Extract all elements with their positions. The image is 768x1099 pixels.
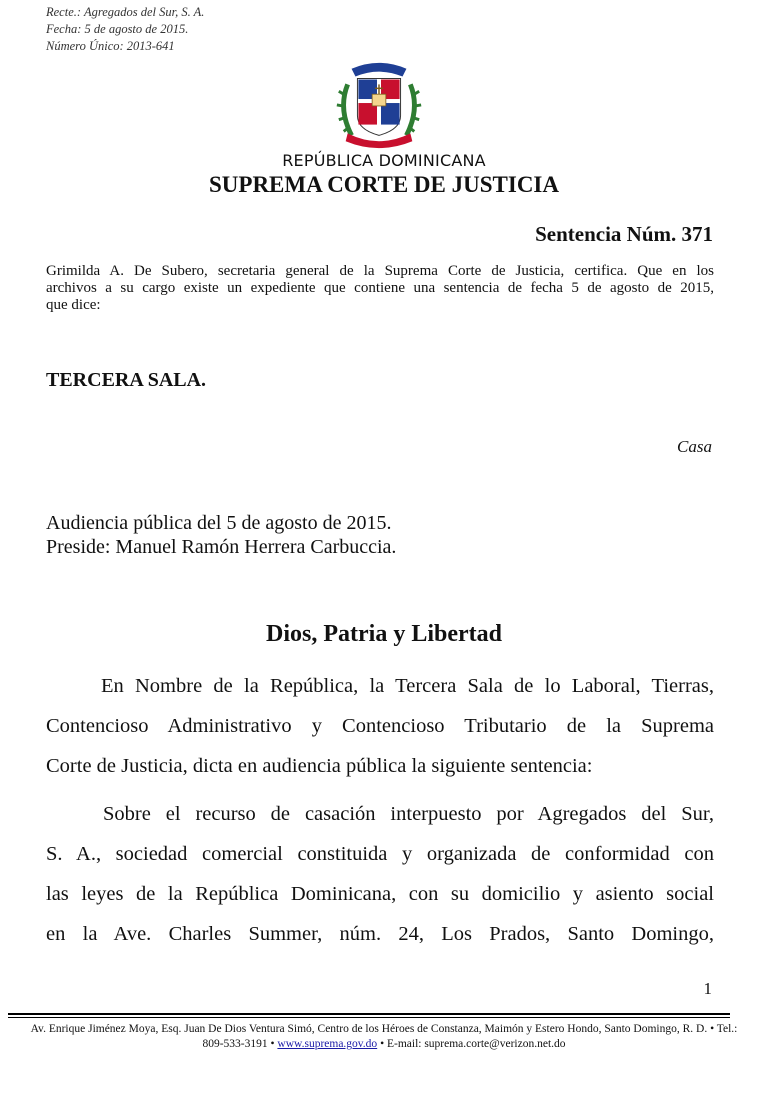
case-metadata [46,4,204,55]
meta-recte: Recte.: Agregados del Sur, S. A. [46,5,205,19]
hearing-date: Audiencia pública del 5 de agosto de 2015. [46,512,392,534]
meta-numero: Número Único: 2013-641 [46,39,175,53]
footer-address: Av. Enrique Jiménez Moya, Esq. Juan De Dios Ventura Simó, Centro de los Héroes de Constanza, Maimón y Estero Hondo, Santo Domingo, R. D. • Tel.: [30,1023,738,1035]
footer [0,1022,768,1052]
paragraph-line: en la Ave. Charles Summer, núm. 24, Los Prados, Santo Domingo, [46,923,714,945]
certification-line: archivos a su cargo existe un expediente que contiene una sentencia de fecha 5 de agosto de 2015, [46,280,714,296]
country-heading: REPÚBLICA DOMINICANA [282,151,486,170]
footer-divider [8,1013,730,1015]
paragraph-line: S. A., sociedad comercial constituida y organizada de conformidad con [46,843,714,865]
ruling-label: Casa [677,437,712,456]
paragraph-line: En Nombre de la República, la Tercera Sala de lo Laboral, Tierras, [101,675,714,697]
footer-contact: 809-533-3191 • www.suprema.gov.do • E-mail: suprema.corte@verizon.net.do [202,1038,566,1050]
meta-fecha: Fecha: 5 de agosto de 2015. [46,22,189,36]
court-heading: SUPREMA CORTE DE JUSTICIA [209,172,559,197]
certification-line: que dice: [46,297,101,313]
hearing-president: Preside: Manuel Ramón Herrera Carbuccia. [46,536,397,558]
page-number: 1 [703,979,712,998]
coat-of-arms-icon [330,55,428,153]
hearing-info [46,511,396,559]
footer-email: E-mail: suprema.corte@verizon.net.do [386,1038,566,1050]
website-link[interactable]: www.suprema.gov.do [277,1038,378,1050]
paragraph-line: Contencioso Administrativo y Contencioso Tributario de la Suprema [46,715,714,737]
paragraph-line: las leyes de la República Dominicana, con su domicilio y asiento social [46,883,714,905]
paragraph-line: Corte de Justicia, dicta en audiencia pública la siguiente sentencia: [46,755,593,777]
certification-paragraph [46,263,714,314]
certification-line: Grimilda A. De Subero, secretaria general de la Suprema Corte de Justicia, certifica. Que en los [46,263,714,279]
footer-phone: 809-533-3191 [202,1038,268,1050]
sentence-number: Sentencia Núm. 371 [535,222,713,246]
chamber-heading: TERCERA SALA. [46,369,207,391]
national-motto: Dios, Patria y Libertad [266,621,502,647]
footer-divider-thin [8,1017,730,1018]
paragraph-line: Sobre el recurso de casación interpuesto por Agregados del Sur, [103,803,714,825]
